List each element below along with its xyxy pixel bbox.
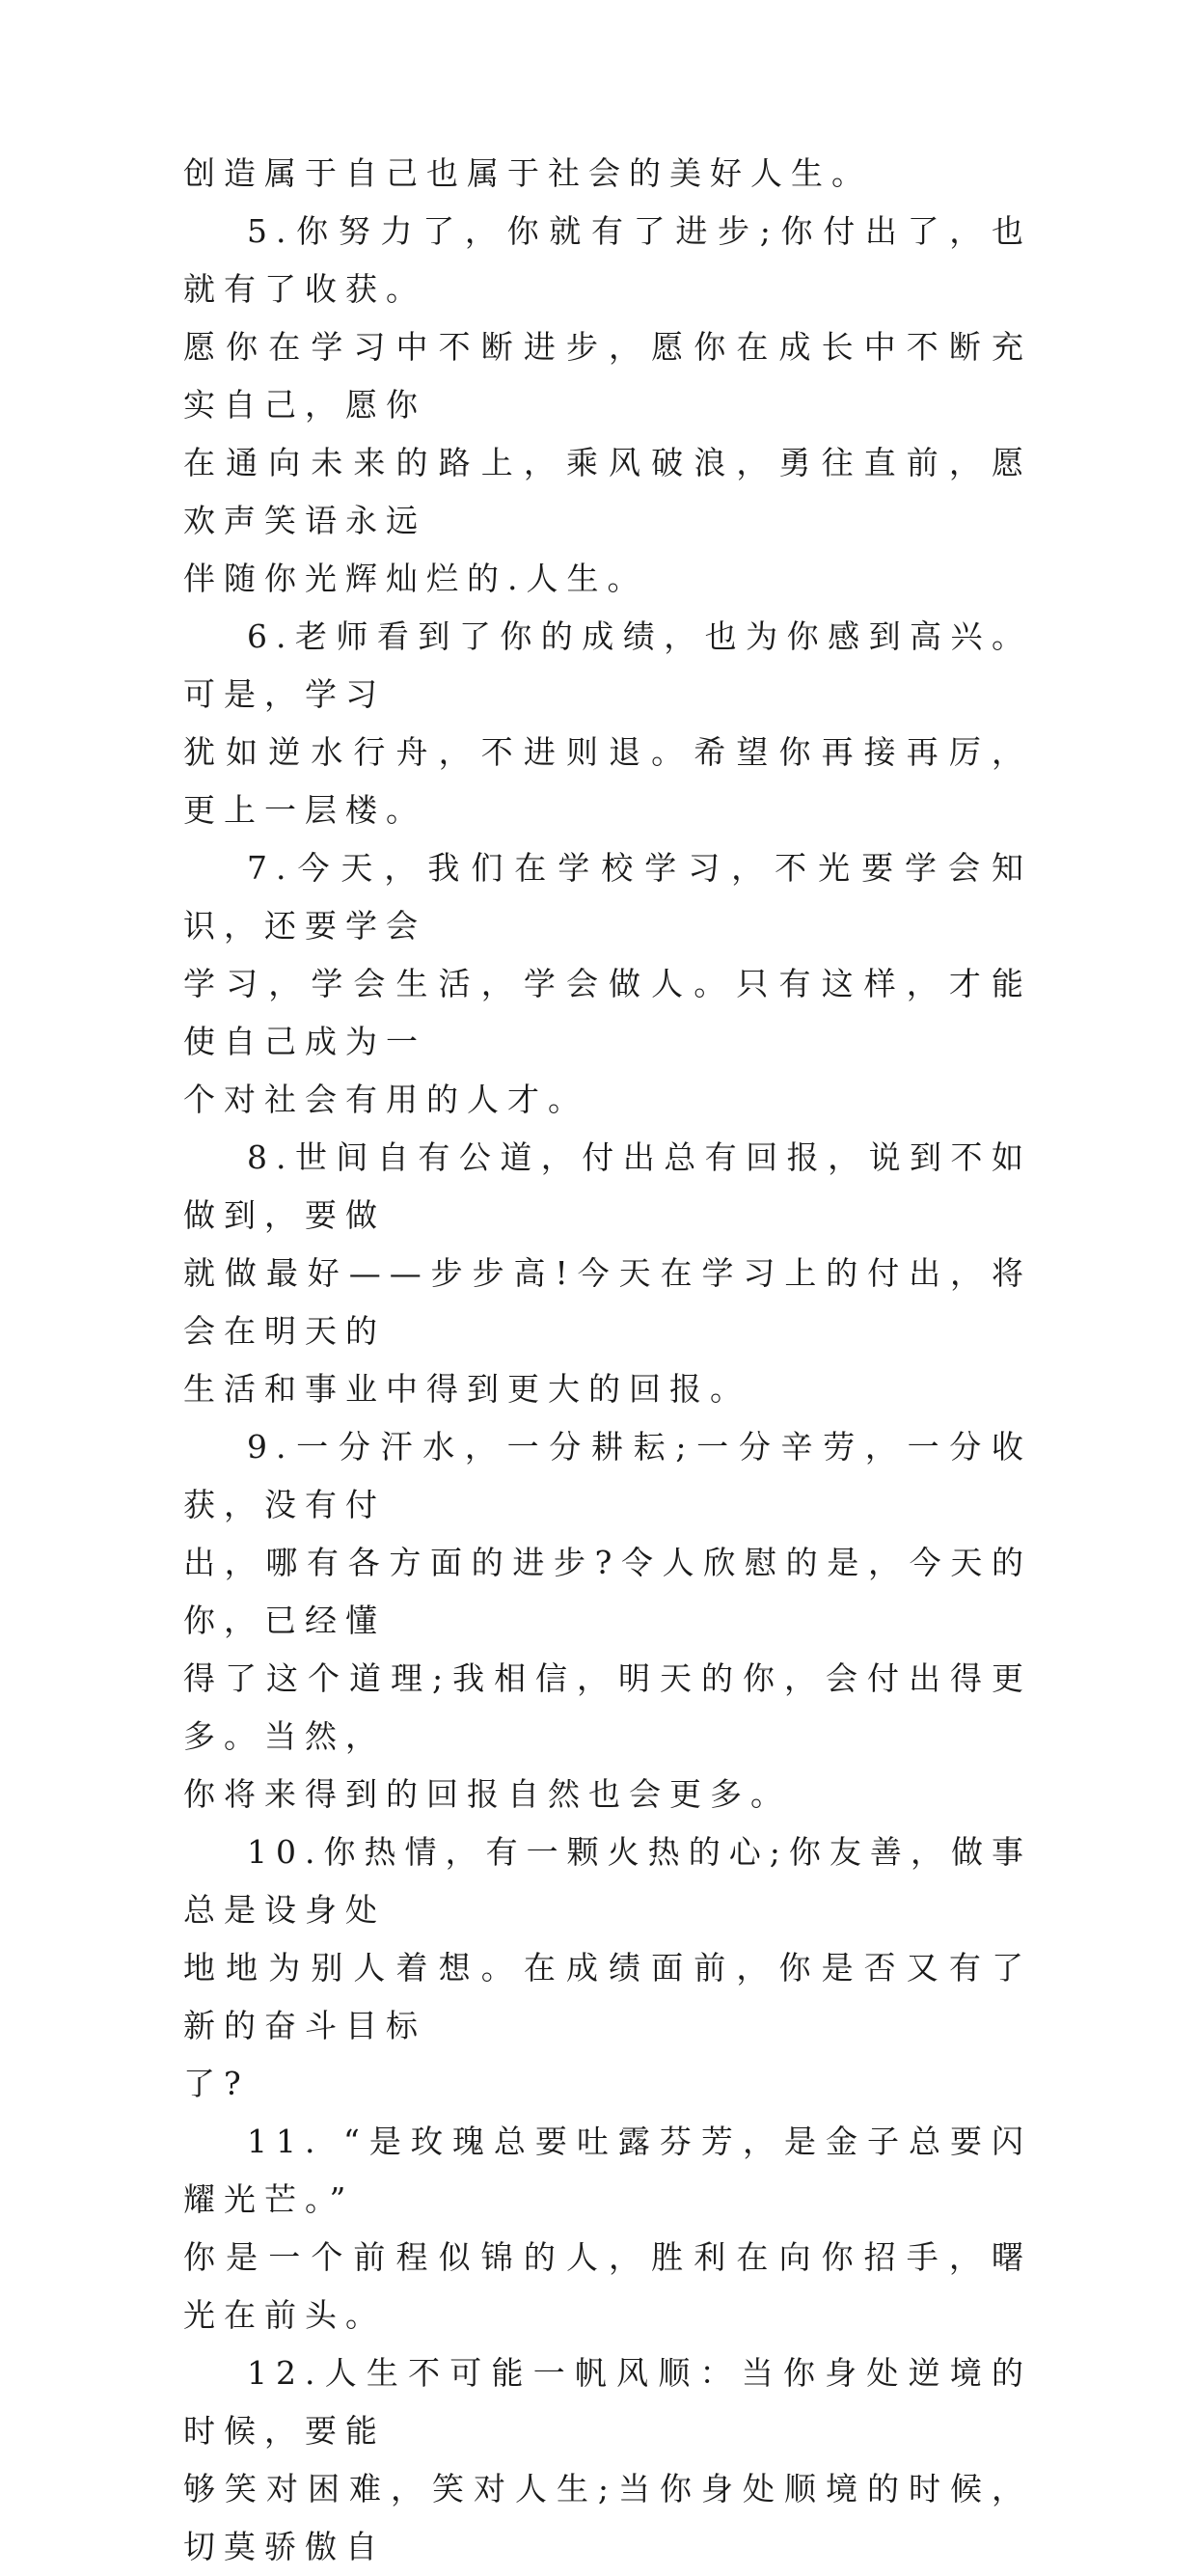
text-line: 得了这个道理;我相信，明天的你，会付出得更多。当然， — [183, 1659, 1032, 1755]
paragraph-item-11 — [183, 2113, 1032, 2344]
paragraph-continuation — [183, 145, 1032, 203]
document-body — [183, 145, 1032, 2576]
text-line: 个对社会有用的人才。 — [183, 1081, 588, 1118]
paragraph-item-6 — [183, 608, 1032, 839]
paragraph-item-5 — [183, 203, 1032, 608]
paragraph-item-9 — [183, 1418, 1032, 1823]
text-line: 你是一个前程似锦的人，胜利在向你招手，曙光在前头。 — [183, 2238, 1032, 2334]
text-line: 创造属于自己也属于社会的美好人生。 — [183, 154, 872, 192]
text-line: 8.世间自有公道，付出总有回报，说到不如做到，要做 — [183, 1138, 1032, 1234]
text-line: 10.你热情，有一颗火热的心;你友善，做事总是设身处 — [183, 1833, 1032, 1929]
text-line: 学习，学会生活，学会做人。只有这样，才能使自己成为一 — [183, 965, 1032, 1060]
text-line: 12.人生不可能一帆风顺：当你身处逆境的时候，要能 — [183, 2354, 1032, 2450]
text-line: 够笑对困难，笑对人生;当你身处顺境的时候，切莫骄傲自 — [183, 2470, 1032, 2565]
paragraph-item-12 — [183, 2344, 1032, 2576]
text-line: 伴随你光辉灿烂的.人生。 — [183, 560, 648, 597]
text-line: 5.你努力了，你就有了进步;你付出了，也就有了收获。 — [183, 212, 1032, 308]
text-line: 就做最好——步步高!今天在学习上的付出，将会在明天的 — [183, 1254, 1032, 1350]
text-line: 9.一分汗水，一分耕耘;一分辛劳，一分收获，没有付 — [183, 1428, 1032, 1523]
paragraph-item-10 — [183, 1823, 1032, 2113]
text-line: 出，哪有各方面的进步?令人欣慰的是，今天的你，已经懂 — [183, 1544, 1032, 1639]
text-line: 愿你在学习中不断进步，愿你在成长中不断充实自己，愿你 — [183, 328, 1032, 424]
text-line: 你将来得到的回报自然也会更多。 — [183, 1775, 791, 1813]
text-line: 地地为别人着想。在成绩面前，你是否又有了新的奋斗目标 — [183, 1949, 1032, 2044]
text-line: 生活和事业中得到更大的回报。 — [183, 1370, 750, 1408]
text-line: 7.今天，我们在学校学习，不光要学会知识，还要学会 — [183, 849, 1032, 945]
text-line: 11. “是玫瑰总要吐露芬芳，是金子总要闪耀光芒。” — [183, 2123, 1032, 2218]
text-line: 在通向未来的路上，乘风破浪，勇往直前，愿欢声笑语永远 — [183, 444, 1032, 539]
text-line: 了? — [183, 2065, 250, 2102]
text-line: 6.老师看到了你的成绩，也为你感到高兴。可是，学习 — [183, 617, 1032, 713]
paragraph-item-8 — [183, 1129, 1032, 1418]
paragraph-item-7 — [183, 839, 1032, 1129]
text-line: 犹如逆水行舟，不进则退。希望你再接再厉，更上一层楼。 — [183, 733, 1032, 829]
